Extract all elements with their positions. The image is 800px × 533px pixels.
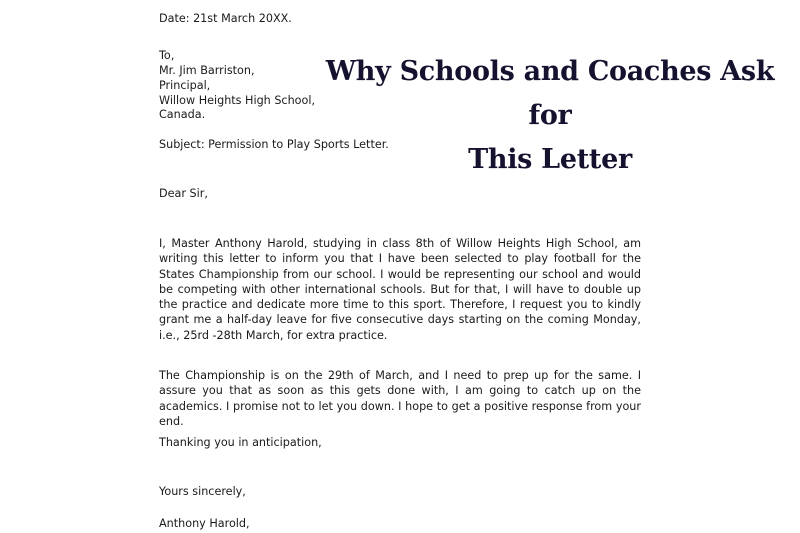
signature-name: Anthony Harold,: [159, 517, 250, 530]
letter-subject: Subject: Permission to Play Sports Letter.: [159, 138, 389, 151]
letter-date: Date: 21st March 20XX.: [159, 12, 292, 25]
letter-paragraph-1: I, Master Anthony Harold, studying in class 8th of Willow Heights High School, am writing this letter to inform you that I have been selected to play football for the States Championship from our school. I would be representing our school and would be competing with other international schools. But for that, I will have to double up the practice and dedicate more time to this sport. Therefore, I request you to kindly grant me a half-day leave for five consecutive days starting on the coming Monday, i.e., 25rd -28th March, for extra practice.: [159, 237, 641, 342]
letter-paragraph-2: The Championship is on the 29th of March, and I need to prep up for the same. I assure you that as soon as this gets done with, I am going to catch up on the academics. I promise not to let you down. I hope to get a positive response from your end.: [159, 369, 641, 428]
recipient-country: Canada.: [159, 108, 206, 121]
letter-salutation: Dear Sir,: [159, 187, 208, 200]
recipient-title: Principal,: [159, 79, 211, 92]
overlay-title-line-2: This Letter: [468, 144, 632, 175]
recipient-school: Willow Heights High School,: [159, 94, 316, 107]
recipient-name: Mr. Jim Barriston,: [159, 64, 255, 77]
overlay-title-line-1: Why Schools and Coaches Ask for: [325, 56, 775, 131]
letter-thanks: Thanking you in anticipation,: [159, 436, 322, 449]
letter-closing: Yours sincerely,: [159, 485, 246, 498]
overlay-title: [300, 50, 800, 182]
letter-to: To,: [159, 49, 175, 62]
